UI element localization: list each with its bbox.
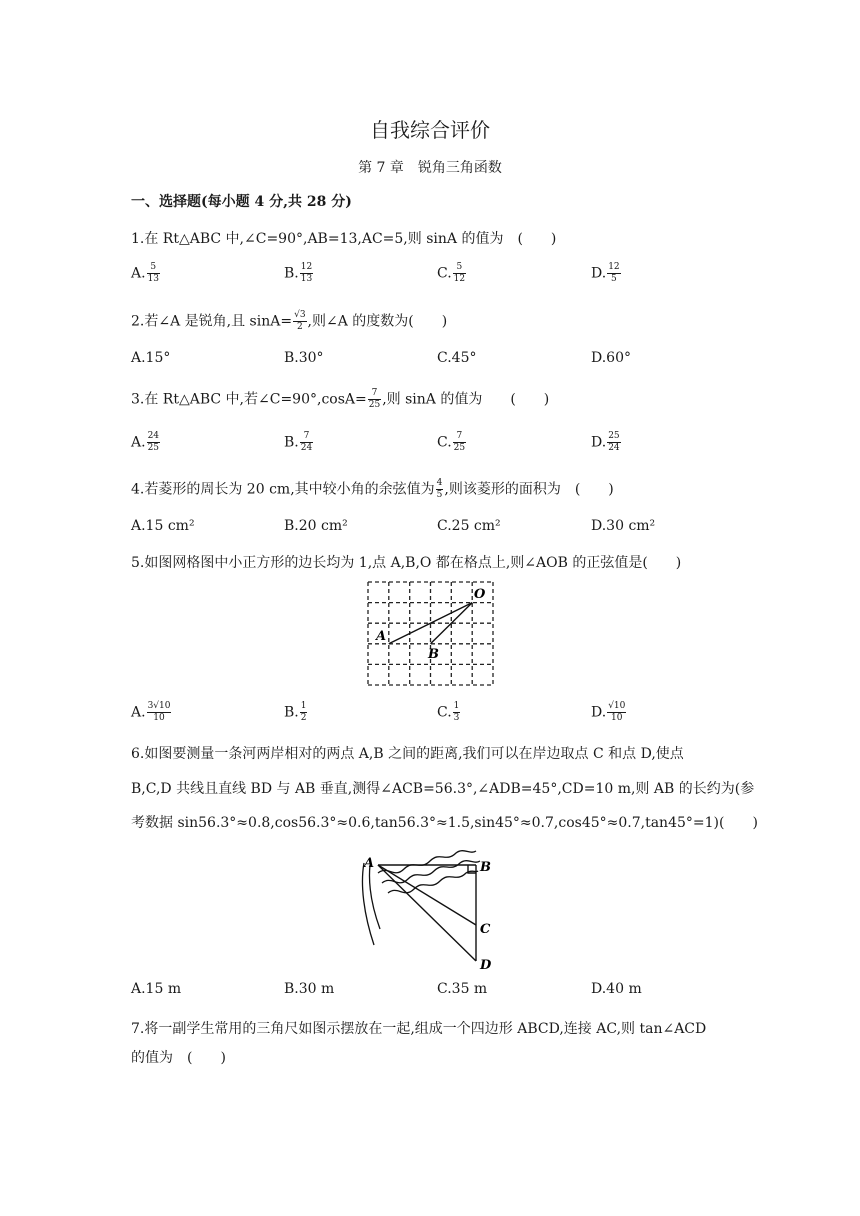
q4-option-d[interactable]: D.30 cm²	[591, 518, 656, 534]
q1-option-d-fraction: $\frac{12}{5}$	[608, 262, 620, 284]
point-c-label: C	[480, 922, 491, 937]
segment-ad	[378, 865, 476, 961]
q1-option-c-fraction: $\frac{5}{12}$	[453, 262, 466, 284]
q3-option-a[interactable]: A. $\frac{24}{25}$	[131, 431, 160, 453]
q5-option-c[interactable]: C. $\frac{1}{3}$	[437, 701, 460, 723]
q6-option-a[interactable]: A.15 m	[131, 981, 182, 997]
q5-grid-figure	[360, 578, 500, 690]
question-4-stem: 4.若菱形的周长为 20 cm,其中较小角的余弦值为 $\frac{4}{5}$ ,则该菱形的面积为 ( )	[131, 478, 614, 500]
segment-ac	[378, 865, 476, 925]
question-6-line-2: B,C,D 共线且直线 BD 与 AB 垂直,测得∠ACB=56.3°,∠ADB=45°,CD=10 m,则 AB 的长约为(参	[131, 781, 755, 797]
q6-river-figure	[360, 845, 500, 973]
question-3-stem: 3.在 Rt△ABC 中,若∠C=90°,cosA= $\frac{7}{25}$ ,则 sinA 的值为 ( )	[131, 388, 550, 410]
question-6-line-3: 考数据 sin56.3°≈0.8,cos56.3°≈0.6,tan56.3°≈1.5,sin45°≈0.7,cos45°≈0.7,tan45°=1)( )	[131, 815, 758, 831]
segment-bo	[431, 603, 473, 644]
chapter-subtitle: 第 7 章 锐角三角函数	[358, 160, 502, 176]
q4-option-b[interactable]: B.20 cm²	[284, 518, 348, 534]
q3-option-c[interactable]: C. $\frac{7}{25}$	[437, 431, 466, 453]
q5-option-b[interactable]: B. $\frac{1}{2}$	[284, 701, 307, 723]
q5-option-a[interactable]: A. $\frac{3√10}{10}$	[131, 701, 171, 723]
q6-option-d[interactable]: D.40 m	[591, 981, 642, 997]
point-o-label: O	[474, 587, 486, 602]
q2-option-a[interactable]: A.15°	[131, 350, 171, 366]
question-2-stem: 2.若∠A 是锐角,且 sinA= $\frac{√3}{2}$ ,则∠A 的度数为( )	[131, 310, 448, 332]
question-7-line-2: 的值为 ( )	[131, 1050, 226, 1066]
point-b-label: B	[480, 860, 491, 875]
section-heading: 一、选择题(每小题 4 分,共 28 分)	[131, 194, 352, 210]
q2-option-c[interactable]: C.45°	[437, 350, 477, 366]
question-7-line-1: 7.将一副学生常用的三角尺如图示摆放在一起,组成一个四边形 ABCD,连接 AC,则 tan∠ACD	[131, 1021, 707, 1037]
q6-option-c[interactable]: C.35 m	[437, 981, 488, 997]
question-5-stem: 5.如图网格图中小正方形的边长均为 1,点 A,B,O 都在格点上,则∠AOB 的正弦值是( )	[131, 555, 682, 571]
q5-option-d[interactable]: D. $\frac{√10}{10}$	[591, 701, 626, 723]
q2-option-d[interactable]: D.60°	[591, 350, 631, 366]
q3-option-b[interactable]: B. $\frac{7}{24}$	[284, 431, 313, 453]
point-a-label: A	[376, 629, 387, 644]
question-6-line-1: 6.如图要测量一条河两岸相对的两点 A,B 之间的距离,我们可以在岸边取点 C 和点 D,使点	[131, 746, 684, 762]
q4-option-c[interactable]: C.25 cm²	[437, 518, 501, 534]
q6-option-b[interactable]: B.30 m	[284, 981, 335, 997]
q1-option-d[interactable]: D. $\frac{12}{5}$	[591, 262, 620, 284]
page-title: 自我综合评价	[370, 118, 490, 142]
point-b-label: B	[428, 647, 439, 662]
point-a-label: A	[364, 856, 375, 871]
q1-option-c[interactable]: C. $\frac{5}{12}$	[437, 262, 466, 284]
question-1-stem: 1.在 Rt△ABC 中,∠C=90°,AB=13,AC=5,则 sinA 的值为 ( )	[131, 231, 557, 247]
q1-option-a[interactable]: A. $\frac{5}{13}$	[131, 262, 160, 284]
q1-option-a-fraction: $\frac{5}{13}$	[147, 262, 160, 284]
q3-option-d[interactable]: D. $\frac{25}{24}$	[591, 431, 620, 453]
q1-option-b-fraction: $\frac{12}{13}$	[300, 262, 313, 284]
q2-option-b[interactable]: B.30°	[284, 350, 324, 366]
q1-option-b[interactable]: B. $\frac{12}{13}$	[284, 262, 313, 284]
point-d-label: D	[480, 958, 492, 973]
q4-option-a[interactable]: A.15 cm²	[131, 518, 195, 534]
